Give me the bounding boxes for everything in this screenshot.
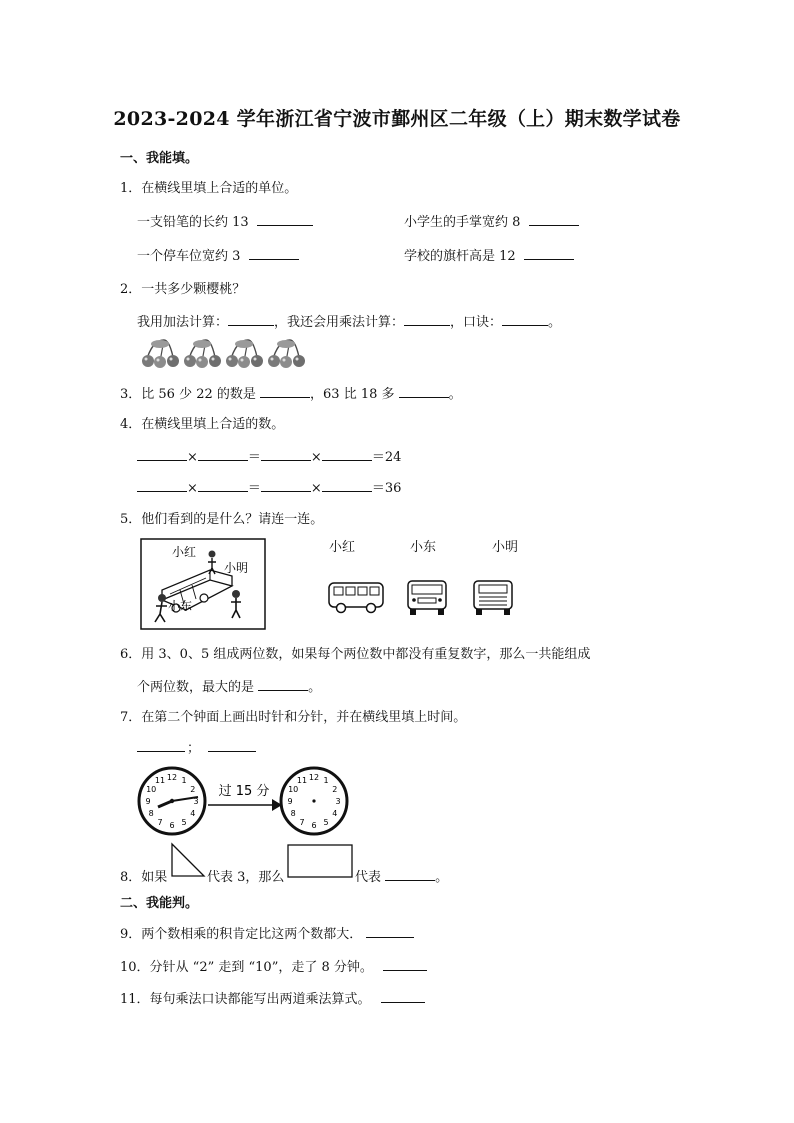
answer-blank[interactable] xyxy=(366,925,414,938)
bus-front-view xyxy=(404,578,450,618)
answer-blank[interactable] xyxy=(404,313,450,326)
times-sign: × xyxy=(310,450,322,465)
clock-number: 2 xyxy=(332,785,338,794)
clock-number: 8 xyxy=(148,809,154,818)
q1-item-d-text: 学校的旗杆高是 12 xyxy=(404,249,516,264)
answer-blank[interactable] xyxy=(383,958,427,971)
answer-blank[interactable] xyxy=(261,448,311,461)
q2-text-3: ，口诀： xyxy=(450,315,503,330)
answer-blank[interactable] xyxy=(208,739,256,752)
times-sign: × xyxy=(187,450,198,465)
question-4-stem: 4．在横线里填上合适的数。 xyxy=(120,417,285,432)
scene-label-xiaohong: 小红 xyxy=(172,545,197,559)
clock-number: 6 xyxy=(311,821,317,830)
q2-text-4: 。 xyxy=(548,315,562,330)
q1-item-c-text: 一个停车位宽约 3 xyxy=(137,249,241,264)
bus-side-view xyxy=(326,580,386,616)
triangle-shape xyxy=(170,842,206,878)
answer-blank[interactable] xyxy=(137,739,185,752)
answer-blank[interactable] xyxy=(137,448,187,461)
view-label-2: 小东 xyxy=(410,540,437,555)
q4-equation-1 xyxy=(137,446,401,465)
clock-1 xyxy=(139,768,205,834)
question-7-stem: 7．在第二个钟面上画出时针和分针，并在横线里填上时间。 xyxy=(120,710,467,725)
section-heading-2: 二、我能判。 xyxy=(120,896,199,911)
answer-blank[interactable] xyxy=(502,313,548,326)
answer-blank[interactable] xyxy=(399,385,449,398)
question-5-stem: 5．他们看到的是什么？请连一连。 xyxy=(120,512,324,527)
clock-number: 3 xyxy=(335,797,341,806)
q1-item-a-text: 一支铅笔的长约 13 xyxy=(137,215,249,230)
q2-answer-line xyxy=(137,311,561,330)
clock-number: 11 xyxy=(296,776,308,786)
q4-result-2: ＝36 xyxy=(371,481,402,496)
clock-number: 5 xyxy=(181,817,187,827)
cherries-illustration xyxy=(140,336,310,368)
clock-2[interactable] xyxy=(281,768,347,834)
q7-answer-line xyxy=(137,737,256,756)
arrow-label: 过 15 分 xyxy=(218,784,270,799)
q8-text-4: 。 xyxy=(435,870,449,885)
question-2-stem: 2．一共多少颗樱桃？ xyxy=(120,282,246,297)
q6-text-2: 。 xyxy=(308,680,322,695)
clock-number: 4 xyxy=(332,809,338,818)
clock-number: 12 xyxy=(308,773,320,782)
question-1-stem: 1．在横线里填上合适的单位。 xyxy=(120,181,298,196)
q1-item-b xyxy=(404,211,579,230)
clock-number: 10 xyxy=(146,785,157,794)
q2-text-2: ，我还会用乘法计算： xyxy=(274,315,405,330)
answer-blank[interactable] xyxy=(228,313,274,326)
answer-blank[interactable] xyxy=(529,213,579,226)
q1-item-b-text: 小学生的手掌宽约 8 xyxy=(404,215,521,230)
question-6-line-1: 6．用 3、0、5 组成两位数，如果每个两位数中都没有重复数字，那么一共能组成 xyxy=(120,647,591,662)
clock-number: 9 xyxy=(287,797,293,806)
question-8-text-1: 8．如果 xyxy=(120,870,168,885)
equals-sign: ＝ xyxy=(247,450,261,465)
answer-blank[interactable] xyxy=(198,479,248,492)
question-8-text-2: 代表 3，那么 xyxy=(207,870,285,885)
view-label-1: 小红 xyxy=(329,540,356,555)
q4-equation-2 xyxy=(137,477,401,496)
q4-result-1: ＝24 xyxy=(371,450,402,465)
q3-text-2: ，63 比 18 多 xyxy=(310,387,395,402)
q1-item-d xyxy=(404,245,574,264)
question-9 xyxy=(120,923,414,942)
q3-text-1: 3．比 56 少 22 的数是 xyxy=(120,387,256,402)
view-label-3: 小明 xyxy=(492,540,519,555)
answer-blank[interactable] xyxy=(257,213,313,226)
q2-text-1: 我用加法计算： xyxy=(137,315,229,330)
question-8-answer xyxy=(355,866,448,885)
clock-number: 12 xyxy=(166,773,178,782)
q11-text: 11．每句乘法口诀都能写出两道乘法算式。 xyxy=(120,992,371,1007)
answer-blank[interactable] xyxy=(258,678,308,691)
answer-blank[interactable] xyxy=(249,247,299,260)
clock-number: 1 xyxy=(323,776,329,786)
answer-blank[interactable] xyxy=(322,479,372,492)
answer-blank[interactable] xyxy=(137,479,187,492)
question-10 xyxy=(120,956,427,975)
clock-number: 6 xyxy=(169,821,175,830)
answer-blank[interactable] xyxy=(261,479,311,492)
q6-text-1: 个两位数，最大的是 xyxy=(137,680,255,695)
answer-blank[interactable] xyxy=(260,385,310,398)
clocks-figure xyxy=(136,765,352,837)
q10-text: 10．分针从 “2” 走到 “10”，走了 8 分钟。 xyxy=(120,960,373,975)
q1-item-c xyxy=(137,245,299,264)
equals-sign: ＝ xyxy=(247,481,261,496)
question-3 xyxy=(120,383,462,402)
q1-item-a xyxy=(137,211,313,230)
section-heading-1: 一、我能填。 xyxy=(120,151,199,166)
clock-number: 5 xyxy=(323,817,329,827)
answer-blank[interactable] xyxy=(381,990,425,1003)
question-6-line-2 xyxy=(137,676,321,695)
clock-number: 8 xyxy=(290,809,296,818)
times-sign: × xyxy=(187,481,198,496)
scene-label-xiaoming: 小明 xyxy=(224,561,249,575)
clock-number: 9 xyxy=(145,797,151,806)
scene-label-xiaodong: 小东 xyxy=(168,599,193,613)
clock-number: 4 xyxy=(190,809,196,818)
times-sign: × xyxy=(310,481,322,496)
question-11 xyxy=(120,988,425,1007)
answer-blank[interactable] xyxy=(322,448,372,461)
q7-separator: ； xyxy=(187,741,201,756)
rectangle-shape xyxy=(287,844,353,878)
clock-number: 1 xyxy=(181,776,187,786)
answer-blank[interactable] xyxy=(524,247,574,260)
clock-number: 10 xyxy=(288,785,299,794)
clock-number: 2 xyxy=(190,785,196,794)
clock-number: 3 xyxy=(193,797,199,806)
q9-text: 9．两个数相乘的积肯定比这两个数都大． xyxy=(120,927,363,942)
page-title: 2023-2024 学年浙江省宁波市鄞州区二年级（上）期末数学试卷 xyxy=(113,108,681,130)
clock-number: 7 xyxy=(299,817,305,827)
answer-blank[interactable] xyxy=(385,868,435,881)
clock-number: 11 xyxy=(154,776,166,786)
scene-illustration xyxy=(140,538,266,630)
q3-text-3: 。 xyxy=(448,387,462,402)
q8-text-3: 代表 xyxy=(355,870,382,885)
clock-number: 7 xyxy=(157,817,163,827)
answer-blank[interactable] xyxy=(198,448,248,461)
bus-back-view xyxy=(470,578,516,618)
